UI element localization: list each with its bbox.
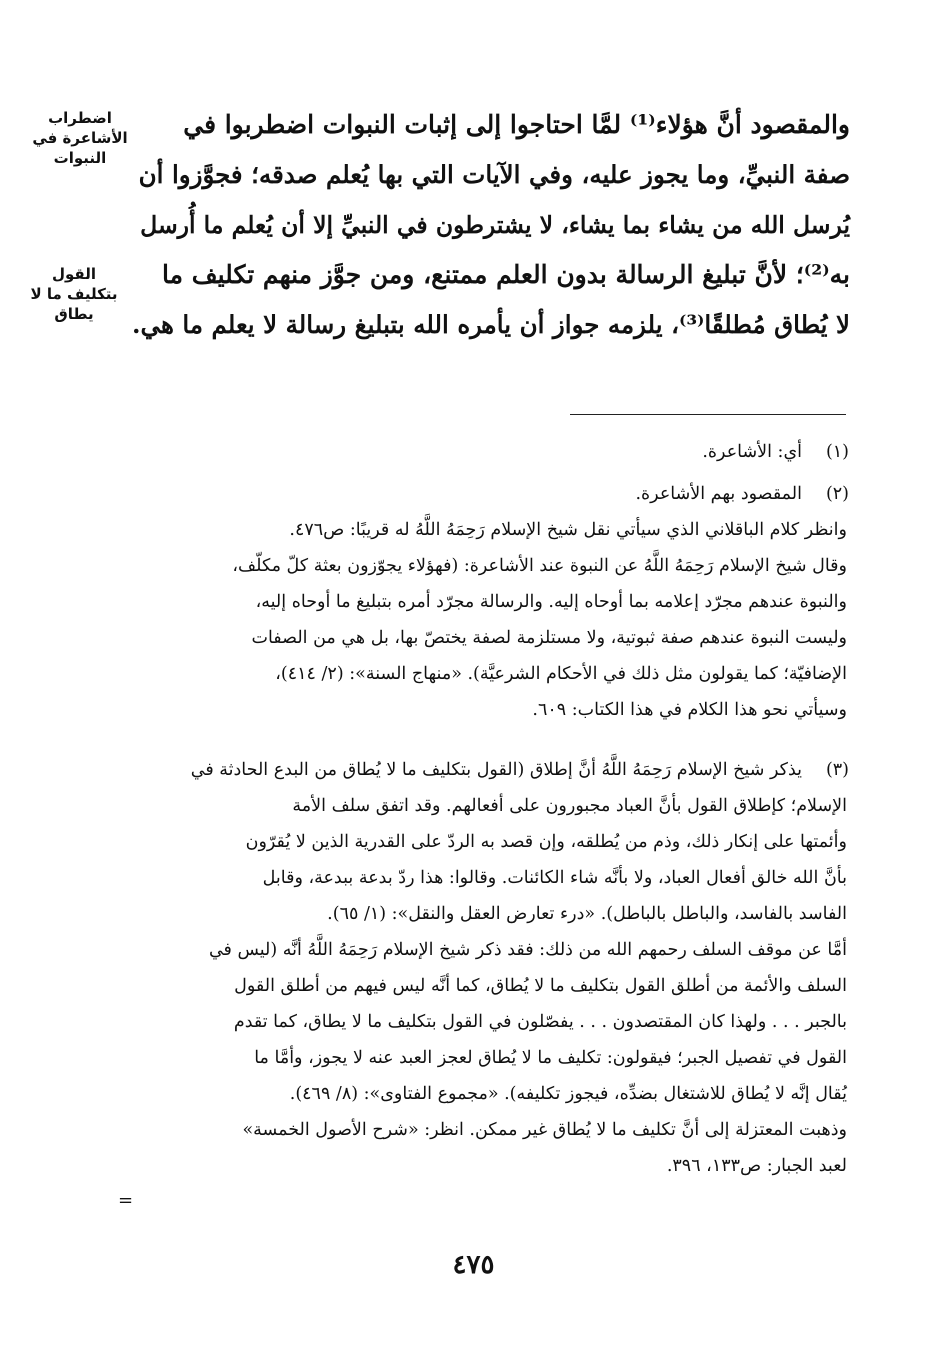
main-text bbox=[130, 100, 850, 360]
footnote-line: لعبد الجبار: ص١٣٣، ٣٩٦. bbox=[666, 1156, 847, 1176]
continuation-mark: = bbox=[118, 1190, 134, 1211]
footnote-line: أي: الأشاعرة. bbox=[702, 442, 802, 462]
footnote-number: (١) bbox=[825, 442, 849, 462]
footnote-line: وسيأتي نحو هذا الكلام في هذا الكتاب: ٦٠٩. bbox=[532, 700, 847, 720]
footnote-line: يذكر شيخ الإسلام رَحِمَهُ اللَّهُ أنَّ إطلاق (القول بتكليف ما لا يُطاق من البدع الحادثة في bbox=[190, 760, 802, 780]
main-line: صفة النبيِّ، وما يجوز عليه، وفي الآيات التي بها يُعلم صدقه؛ فجوَّزوا أن bbox=[138, 160, 850, 189]
footnote-separator bbox=[570, 414, 846, 415]
footnote-line: الإضافيّة؛ كما يقولون مثل ذلك في الأحكام الشرعيَّة). «منهاج السنة»: (٢/ ٤١٤)، bbox=[275, 664, 847, 684]
footnote-line: الفاسد بالفاسد، والباطل بالباطل). «درء تعارض العقل والنقل»: (١/ ٦٥). bbox=[327, 904, 847, 924]
main-line: يُرسل الله من يشاء بما يشاء، لا يشترطون في النبيِّ إلا أن يُعلم ما أُرسل bbox=[140, 211, 850, 239]
margin-note-ashaira: اضطراب الأشاعرة في النبوات bbox=[32, 109, 128, 167]
footnote-number: (٣) bbox=[825, 760, 849, 780]
footnote-line: الإسلام؛ كإطلاق القول بأنَّ العباد مجبورون على أفعالهم. وقد اتفق سلف الأمة bbox=[292, 796, 847, 816]
margin-note-taklif: القول بتكليف ما لا يطاق bbox=[30, 265, 118, 323]
footnote-line: وقال شيخ الإسلام رَحِمَهُ اللَّهُ عن النبوة عند الأشاعرة: (فهؤلاء يجوّزون بعثة كلّ مكلّف، bbox=[232, 556, 847, 576]
footnote-line: السلف والأئمة من أطلق القول بتكليف ما لا يُطاق، كما أنَّه ليس فيهم من أطلق القول bbox=[234, 976, 847, 996]
main-line: لا يُطاق مُطلقًا⁽³⁾، يلزمه جواز أن يأمره الله بتبليغ رسالة لا يعلم ما هي. bbox=[132, 310, 850, 339]
footnote-line: يُقال إنَّه لا يُطاق للاشتغال بضدِّه، فيجوز تكليفه). «مجموع الفتاوى»: (٨/ ٤٦٩). bbox=[289, 1084, 847, 1104]
footnote-line: وأئمتها على إنكار ذلك، وذم من يُطلقه، وإن قصد به الردّ على القدرية الذين لا يُقرّون bbox=[245, 832, 847, 852]
page-number: ٤٧٥ bbox=[452, 1250, 495, 1280]
footnote-line: وليست النبوة عندهم صفة ثبوتية، ولا مستلزمة لصفة يختصّ بها، بل هي من الصفات bbox=[251, 628, 847, 648]
footnote-line: المقصود بهم الأشاعرة. bbox=[635, 484, 802, 504]
footnote-line: بالجبر . . . ولهذا كان المقتصدون . . . يفصّلون في القول بتكليف ما لا يطاق، كما تقدم bbox=[233, 1012, 847, 1032]
footnote-number: (٢) bbox=[825, 484, 849, 504]
main-line: والمقصود أنَّ هؤلاء⁽¹⁾ لمَّا احتاجوا إلى إثبات النبوات اضطربوا في bbox=[183, 110, 850, 139]
footnote-line: والنبوة عندهم مجرّد إعلامه بما أوحاه إليه. والرسالة مجرّد أمره بتبليغ ما أوحاه إليه، bbox=[255, 592, 847, 612]
footnote-line: وانظر كلام الباقلاني الذي سيأتي نقل شيخ الإسلام رَحِمَهُ اللَّهُ له قريبًا: ص٤٧٦. bbox=[289, 520, 847, 540]
main-line: به⁽²⁾؛ لأنَّ تبليغ الرسالة بدون العلم ممتنع، ومن جوَّز منهم تكليف ما bbox=[162, 260, 850, 289]
footnote-line: بأنَّ الله خالق أفعال العباد، ولا بأنَّه شاء الكائنات. وقالوا: هذا ردّ بدعة ببدعة، وقابل bbox=[262, 868, 847, 888]
footnote-line: وذهبت المعتزلة إلى أنَّ تكليف ما لا يُطاق غير ممكن. انظر: «شرح الأصول الخمسة» bbox=[242, 1120, 847, 1140]
footnote-line: أمَّا عن موقف السلف رحمهم الله من ذلك: فقد ذكر شيخ الإسلام رَحِمَهُ اللَّهُ أنَّه (ليس في bbox=[208, 940, 847, 960]
footnote-line: القول في تفصيل الجبر؛ فيقولون: تكليف ما لا يُطاق لعجز العبد عنه لا يجوز، وأمَّا ما bbox=[254, 1048, 847, 1068]
